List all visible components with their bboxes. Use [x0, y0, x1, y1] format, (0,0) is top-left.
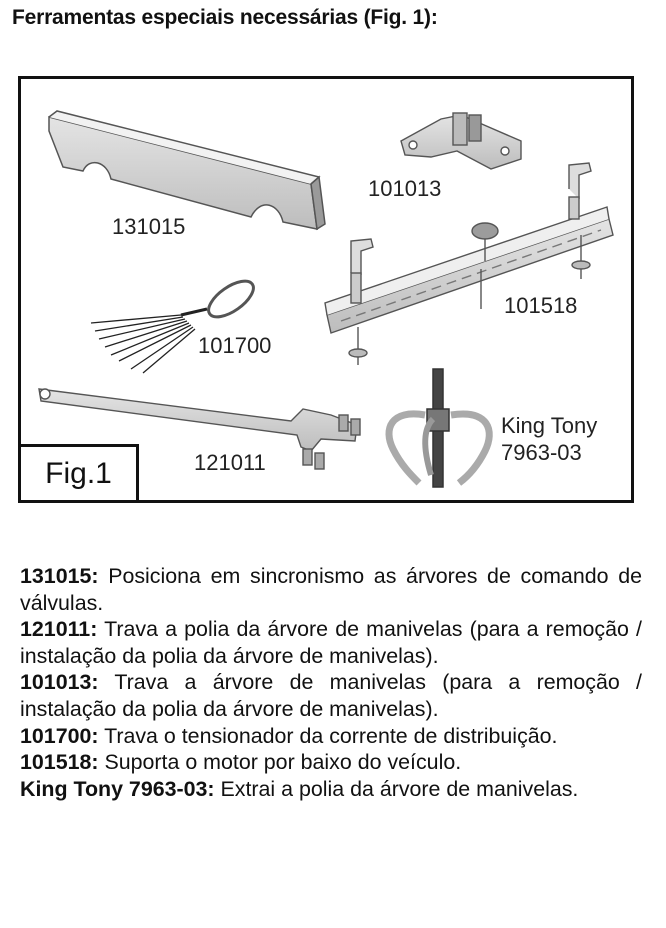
desc-text: Suporta o motor por baixo do veículo. [98, 750, 462, 775]
desc-code: 101013: [20, 670, 99, 695]
desc-text: Trava a árvore de manivelas (para a remoção / instalação da polia da árvore de manivelas). [20, 670, 642, 721]
desc-text: Trava o tensionador da corrente de distribuição. [98, 723, 558, 748]
desc-101700 [20, 723, 642, 750]
desc-121011 [20, 616, 642, 669]
tool-131015-image [49, 111, 325, 229]
desc-code: King Tony 7963-03: [20, 776, 215, 801]
label-101700: 101700 [198, 333, 272, 358]
desc-131015 [20, 563, 642, 616]
figure-tag: Fig.1 [21, 444, 139, 500]
desc-101518 [20, 749, 642, 776]
desc-code: 101700: [20, 723, 99, 748]
desc-code: 101518: [20, 750, 99, 775]
label-king-tony: King Tony [501, 413, 598, 438]
figure-1-frame [18, 76, 634, 503]
tool-101013-image [401, 113, 521, 169]
desc-code: 121011: [20, 617, 98, 642]
label-king-tony-model: 7963-03 [501, 440, 582, 465]
desc-text: Posiciona em sincronismo as árvores de comando de válvulas. [20, 564, 642, 615]
label-101013: 101013 [368, 176, 442, 201]
label-121011: 121011 [194, 450, 266, 475]
label-131015: 131015 [112, 214, 186, 239]
desc-code: 131015: [20, 564, 99, 588]
desc-text: Extrai a polia da árvore de manivelas. [214, 776, 579, 801]
label-101518: 101518 [504, 293, 578, 318]
tool-descriptions [20, 563, 642, 802]
puller-king-tony-image [389, 369, 489, 487]
page-heading: Ferramentas especiais necessárias (Fig. 1): [12, 6, 438, 29]
desc-king-tony [20, 776, 642, 803]
desc-101013 [20, 669, 642, 722]
desc-text: Trava a polia da árvore de manivelas (para a remoção / instalação da polia da árvore de manivelas). [20, 617, 642, 668]
